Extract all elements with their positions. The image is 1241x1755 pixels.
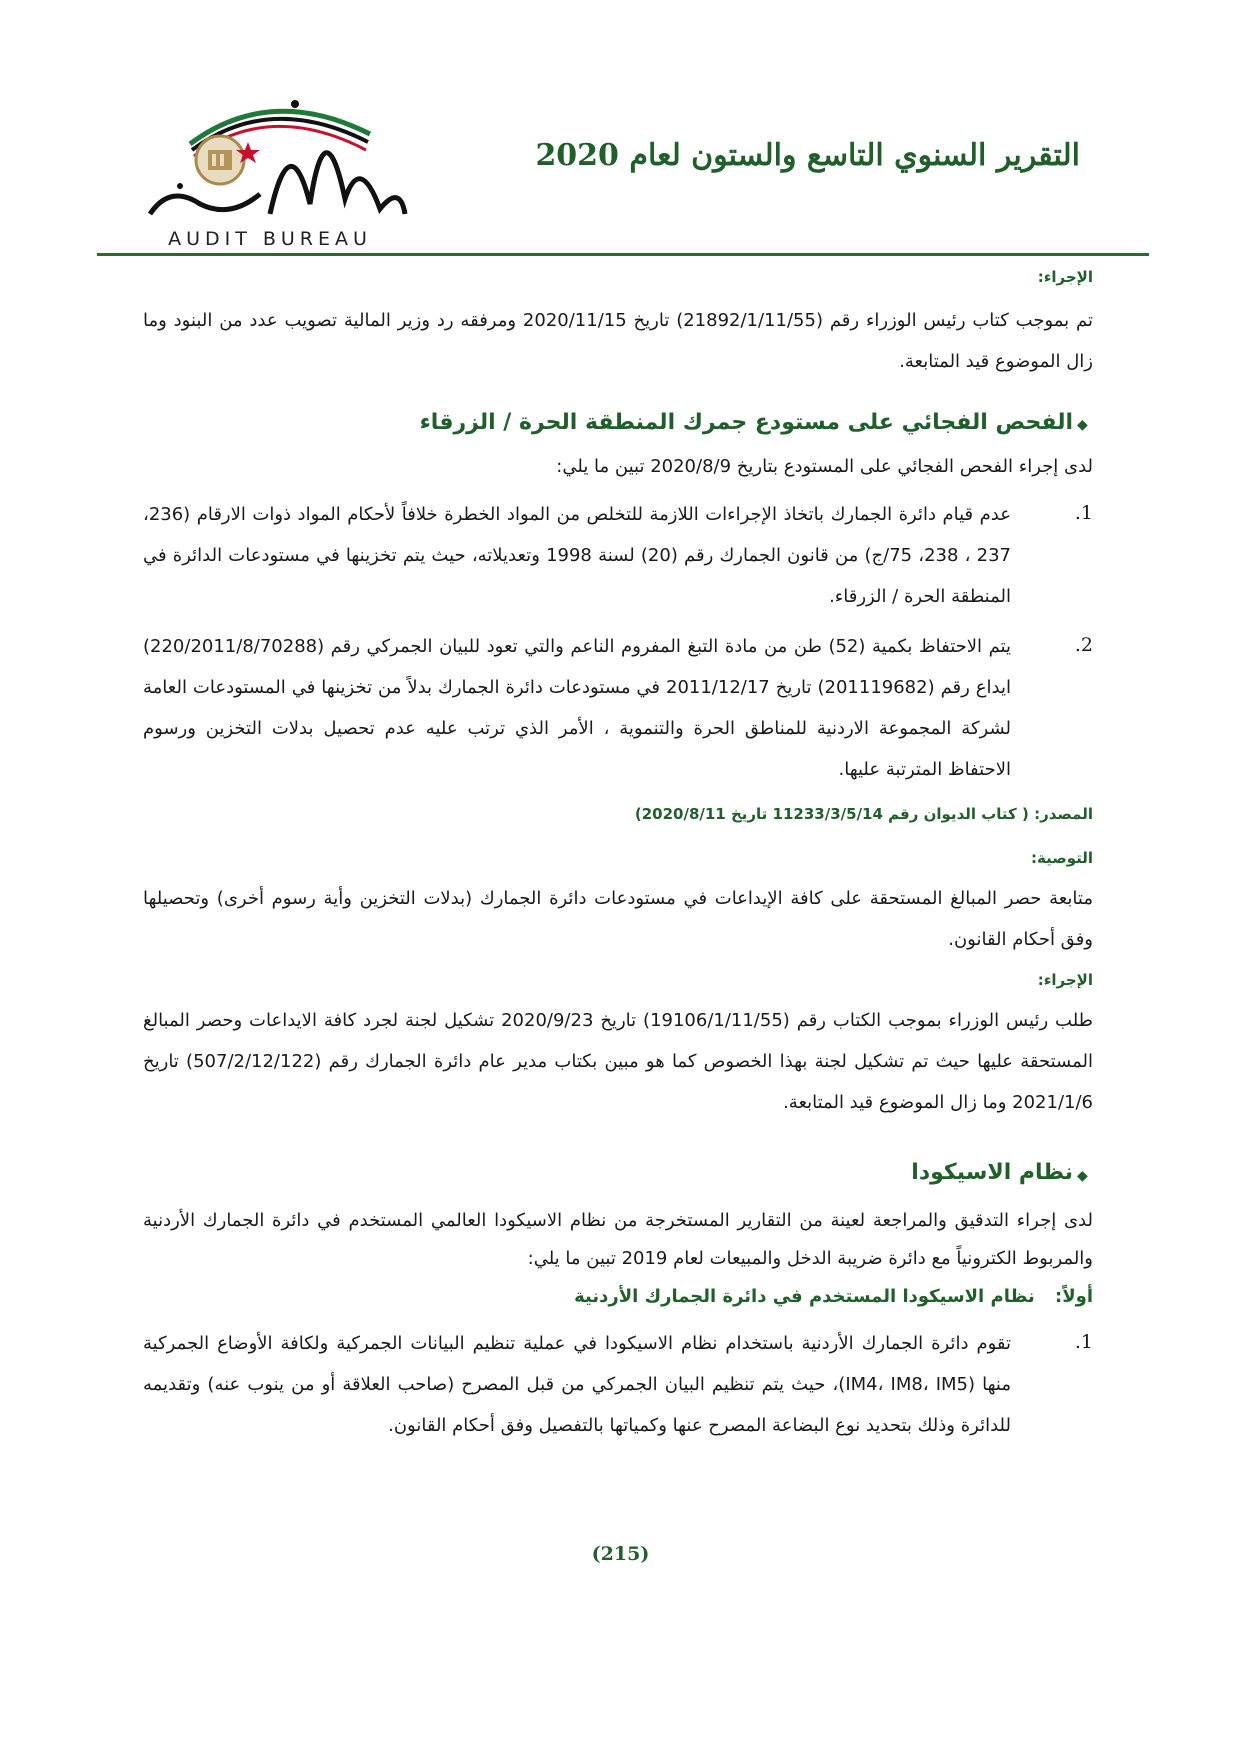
section-heading-asycuda: نظام الاسيكودا xyxy=(911,1160,1073,1185)
action-label: الإجراء: xyxy=(1037,971,1093,989)
recommendation-label: التوصية: xyxy=(1030,849,1093,867)
diamond-bullet-icon: ◆ xyxy=(1077,417,1088,433)
list-item-number: .1 xyxy=(1074,1331,1093,1353)
list-item-number: .2 xyxy=(1074,634,1093,656)
section-intro: لدى إجراء الفحص الفجائي على المستودع بتاريخ 2020/8/9 تبين ما يلي: xyxy=(556,456,1093,477)
report-title: التقرير السنوي التاسع والستون لعام 2020 xyxy=(535,138,1080,173)
audit-bureau-logo xyxy=(120,64,420,254)
recommendation-paragraph: متابعة حصر المبالغ المستحقة على كافة الإيداعات في مستودعات دائرة الجمارك (بدلات التخزين وأية رسوم أخرى) وتحصيلها وفق أحكام القانون. xyxy=(143,888,1093,950)
section-heading-free-zone: الفحص الفجائي على مستودع جمرك المنطقة الحرة / الزرقاء xyxy=(419,410,1073,435)
list-item-number: .1 xyxy=(1074,502,1093,524)
subheading-ordinal: أولاً: xyxy=(1055,1286,1093,1307)
section-intro: لدى إجراء التدقيق والمراجعة لعينة من التقارير المستخرجة من نظام الاسيكودا العالمي المستخدم في دائرة الجمارك الأردنية والمربوط الكترونياً مع دائرة ضريبة الدخل والمبيعات لعام 2019 تبين ما يلي: xyxy=(143,1210,1093,1269)
page-number: (215) xyxy=(591,1543,650,1565)
list-item: تقوم دائرة الجمارك الأردنية باستخدام نظام الاسيكودا في عملية تنظيم البيانات الجمركية ولكافة الأوضاع الجمركية منها (IM4، IM8، IM5)، حيث يتم تنظيم البيان الجمركي من قبل المصرح (صاحب العلاقة أو من ينوب عنه) وتقديمه للدائرة وذلك بتحديد نوع البضاعة المصرح عنها وكمياتها بالتفصيل وفق أحكام القانون. xyxy=(143,1333,1011,1436)
action-label: الإجراء: xyxy=(1037,268,1093,286)
action-paragraph: طلب رئيس الوزراء بموجب الكتاب رقم (19106/1/11/55) تاريخ 2020/9/23 تشكيل لجنة لجرد كافة الايداعات وحصر المبالغ المستحقة عليها حيث تم تشكيل لجنة بهذا الخصوص كما هو مبين بكتاب مدير عام دائرة الجمارك رقم (507/2/12/122) تاريخ 2021/1/6 وما زال الموضوع قيد المتابعة. xyxy=(143,1010,1094,1113)
list-item: عدم قيام دائرة الجمارك باتخاذ الإجراءات اللازمة للتخلص من المواد الخطرة خلافاً لأحكام المواد ذوات الارقام (236، 237 ، 238، 75/ج) من قانون الجمارك رقم (20) لسنة 1998 وتعديلاته، حيث يتم تخزينها في مستودعات الدائرة في المنطقة الحرة / الزرقاء. xyxy=(143,504,1011,607)
logo-emblem-icon xyxy=(120,64,420,234)
action-paragraph: تم بموجب كتاب رئيس الوزراء رقم (21892/1/11/55) تاريخ 2020/11/15 ومرفقه رد وزير المالية تصويب عدد من البنود وما زال الموضوع قيد المتابعة. xyxy=(143,310,1094,372)
logo-tagline: AUDIT BUREAU xyxy=(168,228,372,250)
subheading-text: نظام الاسيكودا المستخدم في دائرة الجمارك الأردنية xyxy=(574,1286,1035,1307)
diamond-bullet-icon: ◆ xyxy=(1077,1168,1088,1184)
header-divider xyxy=(97,253,1149,256)
subheading xyxy=(574,1286,1093,1307)
list-item: يتم الاحتفاظ بكمية (52) طن من مادة التبغ المفروم الناعم والتي تعود للبيان الجمركي رقم (220/2011/8/70288) ايداع رقم (201119682) تاريخ 2011/12/17 في مستودعات دائرة الجمارك بدلاً من تخزينها في المستودعات العامة لشركة المجموعة الاردنية للمناطق الحرة والتنموية ، الأمر الذي ترتب عليه عدم تحصيل بدلات التخزين ورسوم الاحتفاظ المترتبة عليها. xyxy=(143,636,1012,780)
source-reference: المصدر: ( كتاب الديوان رقم 11233/3/5/14 تاريخ 2020/8/11) xyxy=(634,805,1093,823)
